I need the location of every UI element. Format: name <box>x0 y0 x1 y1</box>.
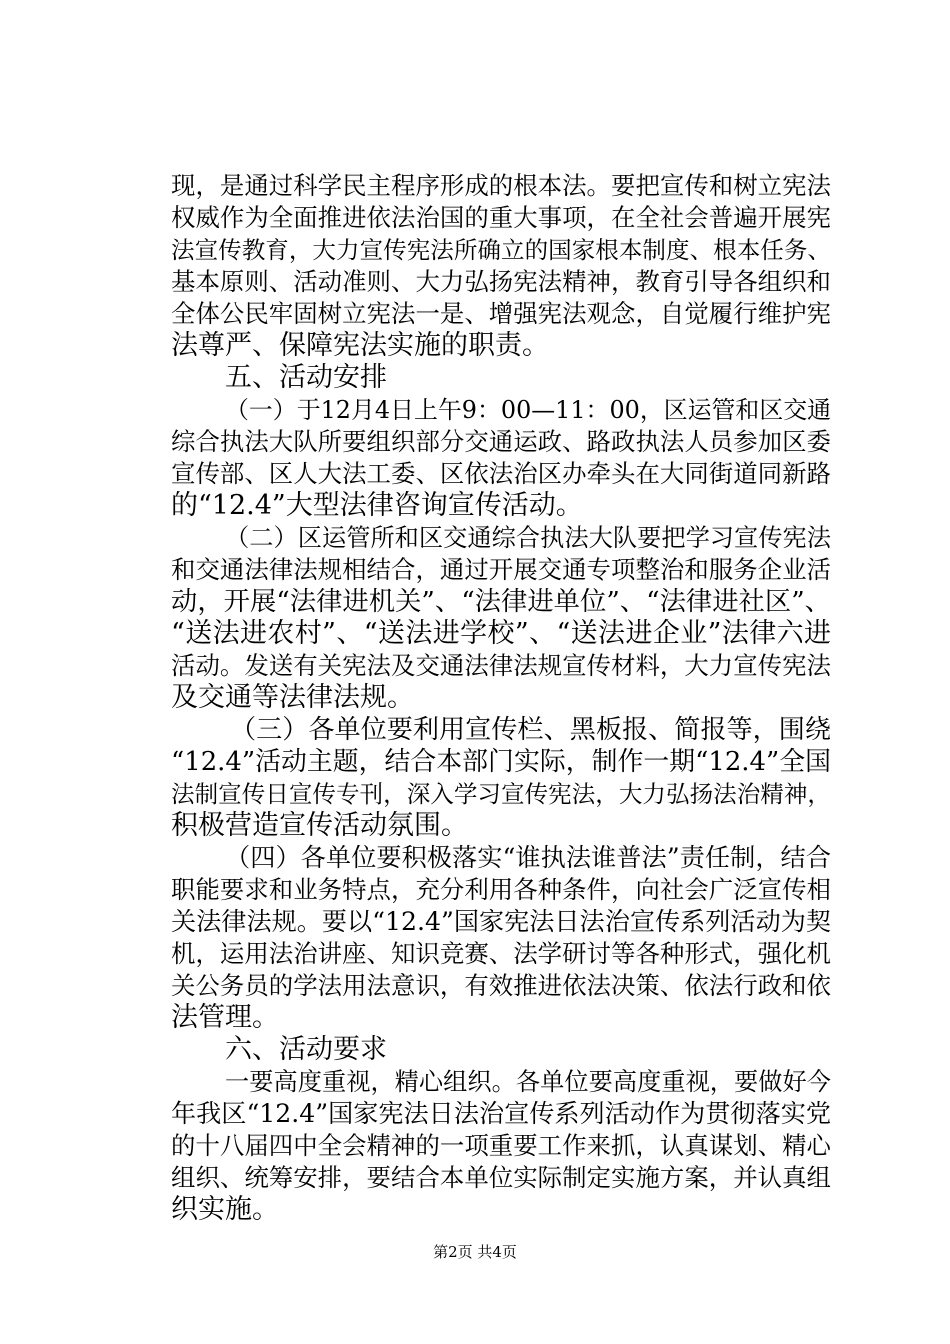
document-line: 年我区“12.4”国家宪法日法治宣传系列活动作为贯彻落实党 <box>171 1099 831 1128</box>
document-line: （三）各单位要利用宣传栏、黑板报、简报等，围绕 <box>230 715 831 745</box>
page-footer: 第2页 共4页 <box>433 1243 517 1261</box>
document-line: 法制宣传日宣传专刊，深入学习宣传宪法，大力弘扬法治精神， <box>171 780 831 808</box>
document-line: 六、活动要求 <box>225 1034 387 1065</box>
document-line: “送法进农村”、“送法进学校”、“送法进企业”法律六进 <box>171 618 831 649</box>
document-line: 权威作为全面推进依法治国的重大事项，在全社会普遍开展宪 <box>171 203 831 232</box>
document-line: 织实施。 <box>171 1194 279 1225</box>
document-line: 关公务员的学法用法意识，有效推进依法决策、依法行政和依 <box>171 971 831 1000</box>
document-line: （四）各单位要积极落实“谁执法谁普法”责任制，结合 <box>225 843 831 872</box>
document-line: 活动。发送有关宪法及交通法律法规宣传材料，大力宣传宪法 <box>171 651 831 680</box>
document-line: “12.4”活动主题，结合本部门实际，制作一期“12.4”全国 <box>171 747 831 777</box>
document-line: 的“12.4”大型法律咨询宣传活动。 <box>171 490 583 521</box>
document-line: 基本原则、活动准则、大力弘扬宪法精神，教育引导各组织和 <box>171 267 831 296</box>
document-line: 现，是通过科学民主程序形成的根本法。要把宣传和树立宪法 <box>171 171 831 200</box>
document-line: 一要高度重视，精心组织。各单位要高度重视，要做好今 <box>225 1067 831 1096</box>
document-body <box>171 170 831 1226</box>
document-line: 法管理。 <box>171 1002 279 1033</box>
document-line: 宣传部、区人大法工委、区依法治区办牵头在大同街道同新路 <box>171 459 831 488</box>
document-line: 机，运用法治讲座、知识竞赛、法学研讨等各种形式，强化机 <box>171 939 831 968</box>
document-line: 的十八届四中全会精神的一项重要工作来抓，认真谋划、精心 <box>171 1131 831 1160</box>
document-line: 全体公民牢固树立宪法一是、增强宪法观念，自觉履行维护宪 <box>171 299 831 328</box>
document-line: 综合执法大队所要组织部分交通运政、路政执法人员参加区委 <box>171 427 831 456</box>
document-line: 法宣传教育，大力宣传宪法所确立的国家根本制度、根本任务、 <box>171 236 831 264</box>
document-line: （二）区运管所和区交通综合执法大队要把学习宣传宪法 <box>225 523 831 552</box>
document-line: （一）于12月4日上午9：00—11：00，区运管和区交通 <box>225 396 831 424</box>
document-line: 组织、统筹安排，要结合本单位实际制定实施方案，并认真组 <box>171 1163 831 1192</box>
document-line: 五、活动安排 <box>225 362 387 393</box>
document-line: 法尊严、保障宪法实施的职责。 <box>171 330 549 361</box>
document-line: 职能要求和业务特点，充分利用各种条件，向社会广泛宣传相 <box>171 875 831 904</box>
document-line: 积极营造宣传活动氛围。 <box>171 810 468 841</box>
document-line: 和交通法律法规相结合，通过开展交通专项整治和服务企业活 <box>171 555 831 584</box>
document-line: 及交通等法律法规。 <box>171 682 414 713</box>
document-line: 动，开展“法律进机关”、“法律进单位”、“法律进社区”、 <box>171 587 831 617</box>
document-line: 关法律法规。要以“12.4”国家宪法日法治宣传系列活动为契 <box>171 907 831 936</box>
